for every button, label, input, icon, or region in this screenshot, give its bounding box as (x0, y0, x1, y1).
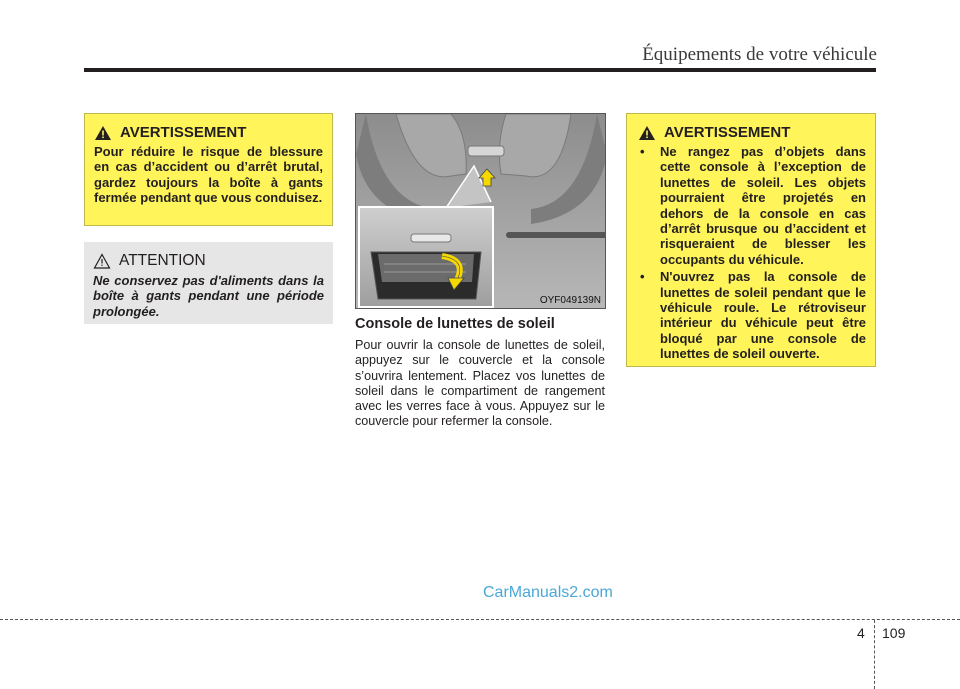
warning-triangle-icon (638, 125, 656, 141)
warning-triangle-icon (94, 125, 112, 141)
sunglass-console-photo (355, 113, 606, 309)
left-warning-text: Pour réduire le risque de blessure en cas d’accident ou d’arrêt brutal, gardez toujours la boîte à gants fermée pendant que vous conduisez. (94, 144, 323, 206)
page-number: 109 (882, 625, 906, 641)
header-rule (84, 68, 876, 72)
page-chapter-number: 4 (857, 625, 865, 641)
watermark-link[interactable]: CarManuals2.com (483, 584, 613, 601)
left-warning-title: AVERTISSEMENT (120, 124, 247, 141)
left-warning-box (84, 113, 333, 226)
page-header-title: Équipements de votre véhicule (642, 44, 877, 65)
footer-rule (0, 619, 960, 620)
left-caution-heading (93, 252, 324, 270)
right-warning-list (636, 144, 866, 362)
left-caution-title: ATTENTION (119, 252, 206, 269)
section-title: Console de lunettes de soleil (355, 316, 555, 332)
right-warning-box (626, 113, 876, 367)
caution-triangle-icon (93, 253, 111, 269)
section-body-text: Pour ouvrir la console de lunettes de soleil, appuyez sur le couvercle et la console s’ouvrira lentement. Placez vos lunettes de soleil dans le compartiment de rangement avec les verres face à vous. Appuyez sur le couvercle pour refermer la console. (355, 338, 605, 429)
left-caution-box (84, 242, 333, 324)
overhead-console-illustration (356, 114, 606, 309)
list-item: • N'ouvrez pas la console de lunettes de soleil pendant que le véhicule roule. Le rétroviseur intérieur du véhicule peut être bloqué par une console de lunettes de soleil ouverte. (636, 269, 866, 361)
figure-caption: OYF049139N (539, 295, 601, 306)
left-caution-text: Ne conservez pas d'aliments dans la boîte à gants pendant une période prolongée. (93, 273, 324, 319)
right-warning-title: AVERTISSEMENT (664, 124, 791, 141)
page-number-divider (874, 620, 875, 689)
left-warning-heading (94, 124, 323, 141)
right-warning-heading (638, 124, 866, 141)
list-item: • Ne rangez pas d’objets dans cette console à l’exception de lunettes de soleil. Les objets pourraient être projetés en dehors de la console en cas d’arrêt brusque ou d’accident et risqueraient de blesser les occupants du véhicule. (636, 144, 866, 267)
